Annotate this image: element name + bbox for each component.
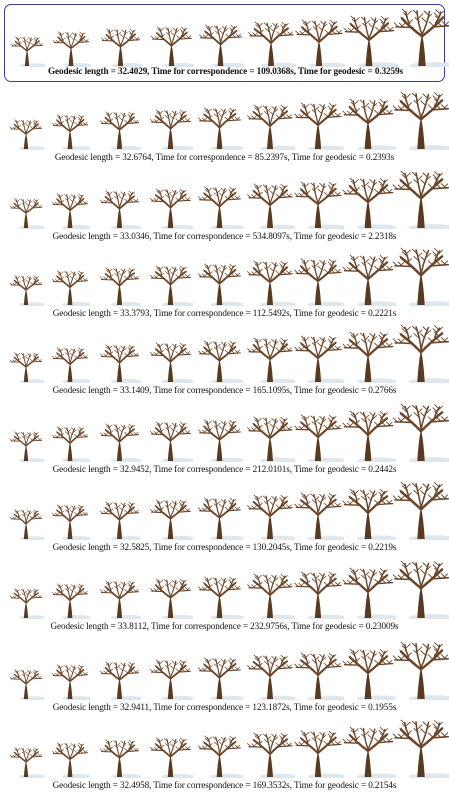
sequence-row — [0, 88, 449, 168]
tree-sequence — [0, 244, 449, 306]
tree-shape-icon — [8, 588, 44, 619]
tree-shape-icon — [148, 659, 193, 700]
tree-shape-icon — [340, 177, 396, 229]
tree-shape-icon — [98, 267, 141, 306]
sequence-row — [0, 400, 449, 480]
tree-sequence — [0, 716, 449, 778]
tree-shape-icon — [390, 170, 449, 229]
tree-shape-icon — [50, 742, 90, 778]
tree-shape-icon — [245, 260, 295, 306]
tree-shape-icon — [390, 91, 449, 150]
tree-shape-icon — [196, 186, 243, 229]
tree-shape-icon — [98, 580, 141, 619]
tree-shape-icon — [8, 119, 44, 150]
tree-shape-icon — [50, 583, 90, 619]
tree-sequence — [0, 557, 449, 619]
sequence-row — [0, 557, 449, 637]
tree-shape-icon — [99, 28, 142, 67]
tree-shape-icon — [148, 737, 193, 778]
tree-shape-icon — [8, 352, 44, 383]
tree-sequence — [0, 321, 449, 383]
tree-shape-icon — [50, 664, 90, 700]
tree-shape-icon — [245, 104, 295, 150]
tree-shape-icon — [149, 26, 194, 67]
tree-shape-icon — [340, 726, 396, 778]
tree-shape-icon — [98, 739, 141, 778]
tree-shape-icon — [391, 8, 449, 67]
tree-shape-icon — [292, 102, 344, 150]
tree-shape-icon — [390, 560, 449, 619]
tree-shape-icon — [293, 19, 345, 67]
tree-shape-icon — [50, 426, 90, 462]
tree-shape-icon — [292, 335, 344, 383]
sequence-row — [0, 716, 449, 796]
tree-shape-icon — [390, 641, 449, 700]
tree-shape-icon — [148, 578, 193, 619]
tree-shape-icon — [292, 492, 344, 540]
tree-shape-icon — [98, 661, 141, 700]
row-caption: Geodesic length = 32.5825, Time for correspondence = 130.2045s, Time for geodesic = 0.2219s — [52, 542, 397, 552]
tree-shape-icon — [340, 331, 396, 383]
row-caption: Geodesic length = 32.9411, Time for correspondence = 123.1872s, Time for geodesic = 0.1955s — [52, 702, 397, 712]
tree-shape-icon — [341, 15, 397, 67]
row-caption: Geodesic length = 33.1409, Time for correspondence = 165.1095s, Time for geodesic = 0.2766s — [52, 385, 397, 395]
row-caption: Geodesic length = 33.8112, Time for correspondence = 232.9756s, Time for geodesic = 0.23009s — [50, 621, 399, 631]
sequence-row — [0, 478, 449, 558]
tree-shape-icon — [50, 270, 90, 306]
tree-sequence — [0, 400, 449, 462]
sequence-row — [0, 638, 449, 718]
row-caption: Geodesic length = 32.9452, Time for correspondence = 212.0101s, Time for geodesic = 0.2442s — [52, 464, 397, 474]
tree-shape-icon — [8, 431, 44, 462]
tree-shape-icon — [8, 669, 44, 700]
tree-shape-icon — [196, 263, 243, 306]
tree-shape-icon — [292, 258, 344, 306]
tree-sequence — [0, 478, 449, 540]
tree-shape-icon — [51, 31, 91, 67]
tree-shape-icon — [98, 190, 141, 229]
tree-shape-icon — [50, 114, 90, 150]
tree-shape-icon — [245, 416, 295, 462]
tree-shape-icon — [196, 735, 243, 778]
tree-shape-icon — [148, 342, 193, 383]
row-caption: Geodesic length = 33.0346, Time for correspondence = 534.8097s, Time for geodesic = 2.2318s — [52, 231, 397, 241]
tree-shape-icon — [340, 254, 396, 306]
tree-shape-icon — [196, 107, 243, 150]
tree-shape-icon — [245, 337, 295, 383]
sequence-row — [0, 167, 449, 247]
tree-shape-icon — [197, 24, 244, 67]
tree-shape-icon — [50, 347, 90, 383]
tree-shape-icon — [196, 576, 243, 619]
tree-shape-icon — [245, 654, 295, 700]
tree-shape-icon — [9, 36, 45, 67]
tree-shape-icon — [390, 247, 449, 306]
tree-shape-icon — [390, 324, 449, 383]
tree-shape-icon — [148, 109, 193, 150]
row-caption: Geodesic length = 32.4029, Time for correspondence = 109.0368s, Time for geodesic = 0.3259s — [47, 66, 404, 76]
tree-shape-icon — [98, 344, 141, 383]
tree-shape-icon — [148, 188, 193, 229]
tree-shape-icon — [148, 421, 193, 462]
tree-shape-icon — [390, 481, 449, 540]
tree-shape-icon — [196, 419, 243, 462]
tree-shape-icon — [245, 494, 295, 540]
tree-shape-icon — [196, 497, 243, 540]
tree-shape-icon — [292, 730, 344, 778]
tree-shape-icon — [50, 193, 90, 229]
tree-shape-icon — [50, 504, 90, 540]
tree-shape-icon — [245, 732, 295, 778]
tree-shape-icon — [340, 98, 396, 150]
tree-shape-icon — [390, 403, 449, 462]
tree-shape-icon — [8, 198, 44, 229]
tree-shape-icon — [98, 501, 141, 540]
tree-shape-icon — [340, 488, 396, 540]
tree-shape-icon — [8, 747, 44, 778]
tree-shape-icon — [390, 719, 449, 778]
highlighted-sequence-row — [4, 4, 445, 82]
tree-shape-icon — [8, 509, 44, 540]
sequence-row — [0, 321, 449, 401]
tree-shape-icon — [246, 21, 296, 67]
tree-shape-icon — [340, 410, 396, 462]
tree-shape-icon — [292, 181, 344, 229]
tree-shape-icon — [340, 567, 396, 619]
tree-shape-icon — [245, 183, 295, 229]
sequence-row — [0, 244, 449, 324]
tree-sequence — [0, 638, 449, 700]
tree-shape-icon — [292, 571, 344, 619]
tree-shape-icon — [8, 275, 44, 306]
tree-sequence — [0, 167, 449, 229]
tree-sequence — [0, 88, 449, 150]
tree-shape-icon — [292, 414, 344, 462]
tree-shape-icon — [340, 648, 396, 700]
row-caption: Geodesic length = 33.3793, Time for correspondence = 112.5492s, Time for geodesic = 0.2221s — [52, 308, 397, 318]
row-caption: Geodesic length = 32.6764, Time for correspondence = 85.2397s, Time for geodesic = 0.2393s — [54, 152, 395, 162]
tree-shape-icon — [98, 111, 141, 150]
tree-shape-icon — [196, 340, 243, 383]
tree-sequence — [1, 5, 449, 67]
tree-shape-icon — [148, 499, 193, 540]
tree-shape-icon — [245, 573, 295, 619]
tree-shape-icon — [98, 423, 141, 462]
row-caption: Geodesic length = 32.4958, Time for correspondence = 169.3532s, Time for geodesic = 0.2154s — [52, 780, 397, 790]
tree-shape-icon — [148, 265, 193, 306]
tree-shape-icon — [196, 657, 243, 700]
tree-shape-icon — [292, 652, 344, 700]
